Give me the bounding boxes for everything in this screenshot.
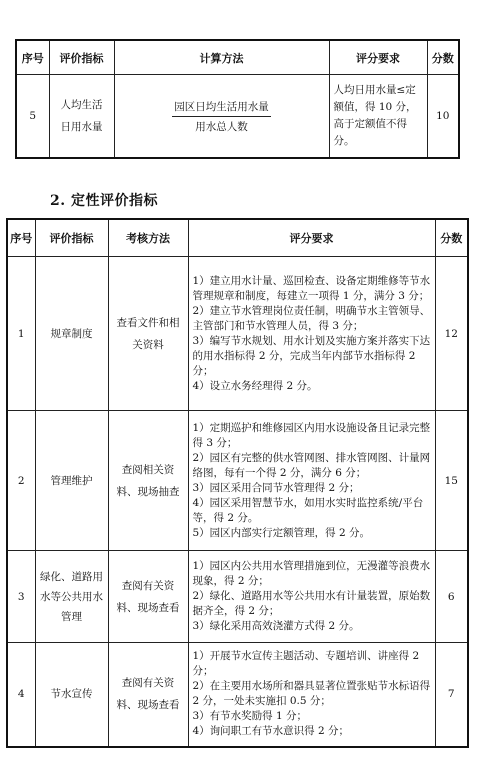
row-requirements <box>188 257 435 411</box>
row-score: 10 <box>427 75 459 159</box>
table-header-row <box>16 40 459 75</box>
header-scoring-requirement: 评分要求 <box>329 40 427 75</box>
row-index: 1 <box>7 257 35 411</box>
header-scoring-requirement: 评分要求 <box>188 219 435 257</box>
header-index: 序号 <box>7 219 35 257</box>
row-score: 15 <box>435 411 468 551</box>
formula-fraction <box>172 99 271 134</box>
table-row <box>7 643 468 747</box>
requirement-item: 1）定期巡护和维修园区内用水设施设备且记录完整得 3 分； <box>192 421 431 449</box>
requirement-item: 4）设立水务经理得 2 分。 <box>192 379 318 392</box>
row-requirements <box>188 551 435 643</box>
header-assessment-method: 考核方法 <box>108 219 188 257</box>
row-requirements <box>188 643 435 747</box>
row-method: 查阅相关资料、现场抽查 <box>108 411 188 551</box>
header-indicator: 评价指标 <box>49 40 114 75</box>
requirement-item: 3）编写节水规划、用水计划及实施方案并落实下达的用水指标得 2 分，完成当年内部节水指标得 2 分； <box>192 334 431 377</box>
requirement-item: 3）园区采用合同节水管理得 2 分； <box>192 481 360 494</box>
row-score: 6 <box>435 551 468 643</box>
requirement-item: 2）园区有完整的供水管网图、排水管网图、计量网络图，每有一个得 2 分，满分 6 分； <box>192 451 431 479</box>
table-row <box>7 551 468 643</box>
requirement-item: 2）绿化、道路用水等公共用水有计量装置，原始数据齐全，得 2 分； <box>192 590 431 617</box>
row-indicator: 节水宣传 <box>35 643 108 747</box>
row-formula <box>114 75 329 159</box>
table-header-row <box>7 219 468 257</box>
header-calculation-method: 计算方法 <box>114 40 329 75</box>
row-indicator: 人均生活日用水量 <box>49 75 114 159</box>
requirement-item: 1）园区内公共用水管理措施到位，无漫灌等浪费水现象，得 2 分； <box>192 560 431 587</box>
row-score: 7 <box>435 643 468 747</box>
row-requirement: 人均日用水量≤定额值，得 10 分，高于定额值不得分。 <box>329 75 427 159</box>
row-indicator: 管理维护 <box>35 411 108 551</box>
requirement-item: 5）园区内部实行定额管理，得 2 分。 <box>192 526 371 539</box>
row-method: 查阅有关资料、现场查看 <box>108 551 188 643</box>
requirement-item: 3）有节水奖励得 1 分； <box>192 710 308 723</box>
qualitative-indicator-table <box>6 218 469 748</box>
quantitative-indicator-table <box>15 39 460 159</box>
row-index: 4 <box>7 643 35 747</box>
row-indicator: 绿化、道路用水等公共用水管理 <box>35 551 108 643</box>
requirement-item: 4）园区采用智慧节水，如用水实时监控系统/平台等，得 2 分。 <box>192 496 424 524</box>
requirement-item: 1）开展节水宣传主题活动、专题培训、讲座得 2 分； <box>192 650 420 678</box>
row-requirements <box>188 411 435 551</box>
header-index: 序号 <box>16 40 49 75</box>
requirement-item: 1）建立用水计量、巡回检查、设备定期维修等节水管理规章和制度，每建立一项得 1 分，满分 3 分； <box>192 274 431 302</box>
header-score: 分数 <box>435 219 468 257</box>
table-row <box>16 75 459 159</box>
row-method: 查看文件和相关资料 <box>108 257 188 411</box>
requirement-item: 2）建立节水管理岗位责任制，明确节水主管领导、主管部门和节水管理人员，得 3 分； <box>192 304 431 332</box>
requirement-item: 4）询问职工有节水意识得 2 分； <box>192 725 350 738</box>
section-title: 2. 定性评价指标 <box>50 193 158 209</box>
table-row <box>7 257 468 411</box>
header-indicator: 评价指标 <box>35 219 108 257</box>
header-score: 分数 <box>427 40 459 75</box>
requirement-item: 3）绿化采用高效浇灌方式得 2 分。 <box>192 620 360 632</box>
table-row <box>7 411 468 551</box>
row-index: 5 <box>16 75 49 159</box>
formula-denominator: 用水总人数 <box>195 120 248 133</box>
row-indicator: 规章制度 <box>35 257 108 411</box>
formula-numerator: 园区日均生活用水量 <box>172 99 271 117</box>
row-index: 3 <box>7 551 35 643</box>
row-method: 查阅有关资料、现场查看 <box>108 643 188 747</box>
row-index: 2 <box>7 411 35 551</box>
requirement-item: 2）在主要用水场所和器具显著位置张贴节水标语得 2 分，一处未实施扣 0.5 分； <box>192 680 431 708</box>
row-score: 12 <box>435 257 468 411</box>
